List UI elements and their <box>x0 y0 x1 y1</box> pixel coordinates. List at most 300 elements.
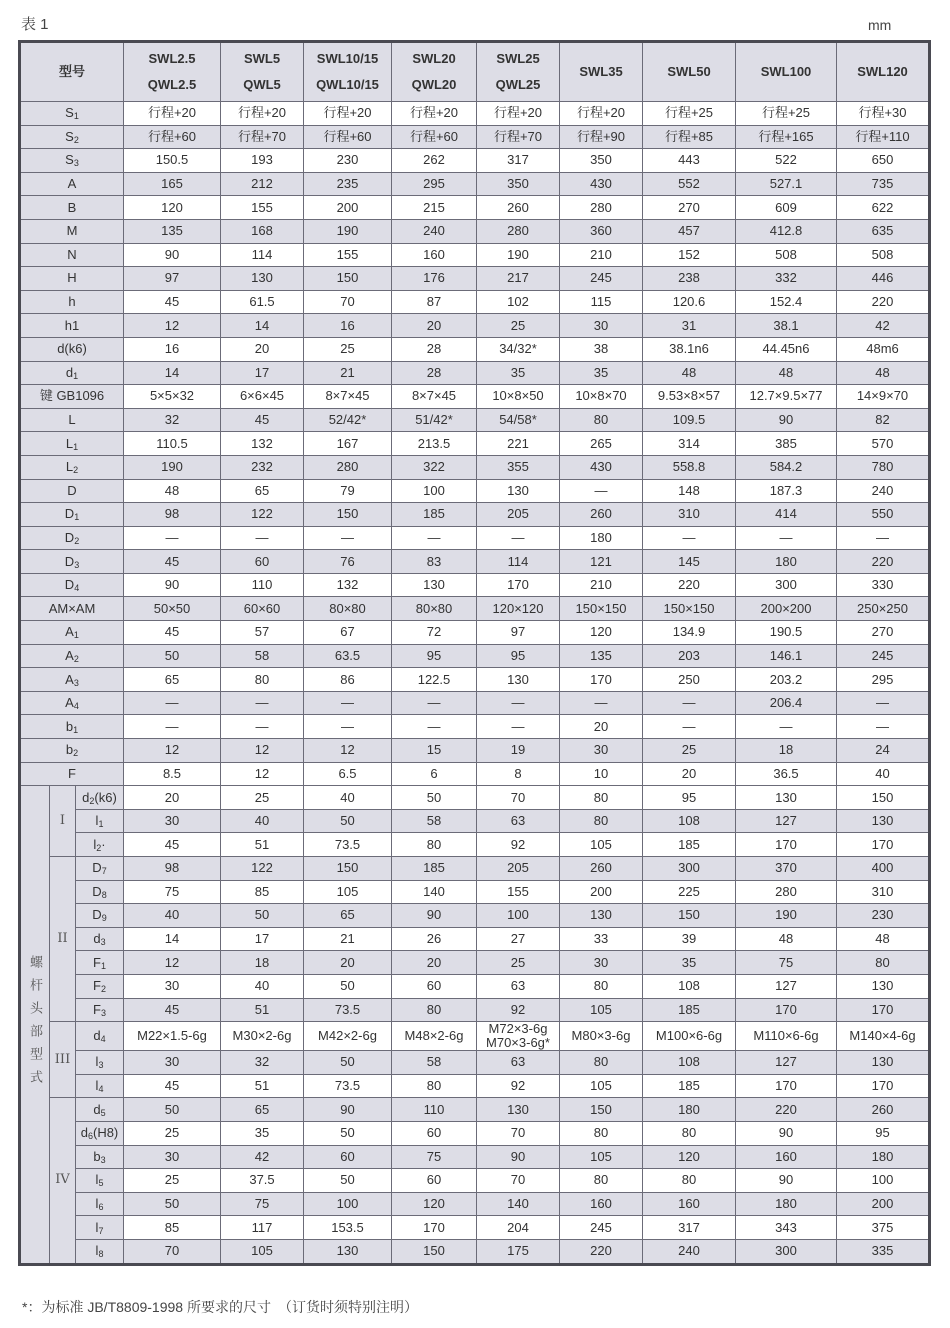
value-cell: — <box>221 526 304 550</box>
value-cell: 行程+25 <box>643 102 736 126</box>
value-cell: 217 <box>477 267 560 291</box>
table-row <box>20 455 930 479</box>
value-cell: 121 <box>560 550 643 574</box>
value-cell: 90 <box>124 573 221 597</box>
value-cell: — <box>124 526 221 550</box>
table-row <box>20 668 930 692</box>
value-cell: 73.5 <box>304 833 392 857</box>
value-cell: 221 <box>477 432 560 456</box>
unit-label: mm <box>868 17 892 33</box>
value-cell: 76 <box>304 550 392 574</box>
spec-table <box>18 40 931 1266</box>
value-cell: 238 <box>643 267 736 291</box>
value-cell: M140×4-6g <box>837 1022 930 1051</box>
value-cell: 行程+20 <box>221 102 304 126</box>
row-label: $l_2\cdot$ <box>76 833 124 857</box>
model-name: QWL25 <box>495 77 541 92</box>
value-cell: 150 <box>837 786 930 810</box>
row-label: $d_5$ <box>76 1098 124 1122</box>
value-cell: 90 <box>736 1121 837 1145</box>
value-cell: 25 <box>304 337 392 361</box>
table-row <box>20 1051 930 1075</box>
value-cell: 375 <box>837 1216 930 1240</box>
row-label: $D_8$ <box>76 880 124 904</box>
value-cell: 10×8×70 <box>560 385 643 409</box>
value-cell: 570 <box>837 432 930 456</box>
value-cell: 20 <box>392 951 477 975</box>
value-cell: 90 <box>736 1169 837 1193</box>
value-cell: 45 <box>124 1074 221 1098</box>
value-cell: 12 <box>221 739 304 763</box>
row-label: $S_3$ <box>20 149 124 173</box>
value-cell: 140 <box>477 1192 560 1216</box>
value-cell: — <box>643 715 736 739</box>
row-label: A <box>20 172 124 196</box>
value-cell: 330 <box>837 573 930 597</box>
table-row <box>20 1192 930 1216</box>
value-cell: 18 <box>221 951 304 975</box>
table-row <box>20 691 930 715</box>
value-cell: 50 <box>304 809 392 833</box>
value-cell: 28 <box>392 361 477 385</box>
value-cell: 780 <box>837 455 930 479</box>
value-cell: 75 <box>124 880 221 904</box>
value-cell: 51/42* <box>392 408 477 432</box>
value-cell: 245 <box>560 1216 643 1240</box>
value-cell: 行程+20 <box>124 102 221 126</box>
value-cell: — <box>392 715 477 739</box>
value-cell: 83 <box>392 550 477 574</box>
table-row <box>20 857 930 881</box>
model-column-header <box>221 42 304 102</box>
value-cell: 30 <box>124 809 221 833</box>
value-cell: 130 <box>837 809 930 833</box>
value-cell: 127 <box>736 809 837 833</box>
value-cell: 17 <box>221 361 304 385</box>
value-cell: 38 <box>560 337 643 361</box>
table-body <box>20 102 930 1265</box>
model-column-header <box>837 42 930 102</box>
table-row <box>20 621 930 645</box>
value-cell: 130 <box>477 1098 560 1122</box>
value-cell: 20 <box>643 762 736 786</box>
value-cell: 150 <box>560 1098 643 1122</box>
value-cell: 80 <box>643 1121 736 1145</box>
value-cell: 100 <box>304 1192 392 1216</box>
row-label: $L_1$ <box>20 432 124 456</box>
value-cell: 100 <box>837 1169 930 1193</box>
value-cell: 110.5 <box>124 432 221 456</box>
table-row <box>20 1145 930 1169</box>
value-cell: 12 <box>124 951 221 975</box>
value-cell: 80 <box>643 1169 736 1193</box>
value-cell: 95 <box>392 644 477 668</box>
table-row <box>20 974 930 998</box>
value-cell: 190 <box>124 455 221 479</box>
value-cell: 45 <box>124 833 221 857</box>
value-cell: 160 <box>560 1192 643 1216</box>
model-name: SWL25 <box>496 51 540 66</box>
table-row <box>20 385 930 409</box>
value-cell: 65 <box>221 1098 304 1122</box>
table-row <box>20 243 930 267</box>
value-cell: 152.4 <box>736 290 837 314</box>
value-cell: 60 <box>392 1169 477 1193</box>
model-name: SWL35 <box>579 64 623 79</box>
value-cell: 30 <box>560 951 643 975</box>
row-label: AM×AM <box>20 597 124 621</box>
value-cell: 105 <box>221 1239 304 1264</box>
value-cell: 73.5 <box>304 998 392 1022</box>
value-cell: 176 <box>392 267 477 291</box>
value-cell: 14×9×70 <box>837 385 930 409</box>
row-label: $d_1$ <box>20 361 124 385</box>
value-cell: 130 <box>736 786 837 810</box>
value-cell: 332 <box>736 267 837 291</box>
value-cell: 92 <box>477 998 560 1022</box>
value-cell: 12 <box>304 739 392 763</box>
table-row <box>20 408 930 432</box>
value-cell: 245 <box>560 267 643 291</box>
value-cell: 310 <box>643 503 736 527</box>
value-cell: 38.1 <box>736 314 837 338</box>
table-row <box>20 739 930 763</box>
value-cell: 120 <box>392 1192 477 1216</box>
value-cell: 558.8 <box>643 455 736 479</box>
value-cell: 63 <box>477 1051 560 1075</box>
value-cell: 26 <box>392 927 477 951</box>
value-cell: 635 <box>837 219 930 243</box>
row-label: $D_4$ <box>20 573 124 597</box>
value-cell: 45 <box>221 408 304 432</box>
table-row <box>20 927 930 951</box>
value-cell: 120 <box>124 196 221 220</box>
value-cell: 132 <box>221 432 304 456</box>
value-cell: 187.3 <box>736 479 837 503</box>
footnote: *：为标准 JB/T8809-1998 所要求的尺寸 （订货时须特别注明） <box>22 1299 418 1315</box>
value-cell: 170 <box>736 1074 837 1098</box>
table-row <box>20 786 930 810</box>
table-row <box>20 998 930 1022</box>
value-cell: 120 <box>560 621 643 645</box>
value-cell: 130 <box>392 573 477 597</box>
model-column-header <box>392 42 477 102</box>
head-type-label: I <box>50 786 76 857</box>
value-cell: — <box>304 526 392 550</box>
table-row <box>20 904 930 928</box>
value-cell: 170 <box>477 573 560 597</box>
value-cell: 63.5 <box>304 644 392 668</box>
row-label: D <box>20 479 124 503</box>
value-cell: 79 <box>304 479 392 503</box>
value-cell: 127 <box>736 1051 837 1075</box>
value-cell: 185 <box>643 1074 736 1098</box>
value-cell: 150 <box>304 857 392 881</box>
value-cell: 160 <box>392 243 477 267</box>
row-label: $d_4$ <box>76 1022 124 1051</box>
value-cell: 110 <box>221 573 304 597</box>
value-cell: 40 <box>221 974 304 998</box>
table-row <box>20 809 930 833</box>
value-cell: 430 <box>560 455 643 479</box>
value-cell: 70 <box>477 1121 560 1145</box>
value-cell: 82 <box>837 408 930 432</box>
table-row <box>20 1022 930 1051</box>
value-cell: 70 <box>304 290 392 314</box>
value-cell: 16 <box>124 337 221 361</box>
value-cell: 245 <box>837 644 930 668</box>
value-cell: 35 <box>221 1121 304 1145</box>
value-cell: 86 <box>304 668 392 692</box>
value-cell: 117 <box>221 1216 304 1240</box>
value-cell: 170 <box>560 668 643 692</box>
value-cell: 51 <box>221 833 304 857</box>
value-cell: 48 <box>736 927 837 951</box>
value-cell: 140 <box>392 880 477 904</box>
row-label: B <box>20 196 124 220</box>
model-name: QWL10/15 <box>316 77 379 92</box>
value-cell: 95 <box>477 644 560 668</box>
value-cell: 550 <box>837 503 930 527</box>
value-cell: — <box>643 526 736 550</box>
value-cell: 155 <box>477 880 560 904</box>
value-cell: 行程+85 <box>643 125 736 149</box>
value-cell: 212 <box>221 172 304 196</box>
value-cell: 148 <box>643 479 736 503</box>
value-cell: 50 <box>304 1121 392 1145</box>
value-cell: 200 <box>837 1192 930 1216</box>
row-label: $D_3$ <box>20 550 124 574</box>
value-cell: 45 <box>124 550 221 574</box>
value-cell: 105 <box>560 1074 643 1098</box>
value-cell: 343 <box>736 1216 837 1240</box>
value-cell: 108 <box>643 809 736 833</box>
value-cell: 25 <box>477 951 560 975</box>
value-cell: 9.53×8×57 <box>643 385 736 409</box>
value-cell: 92 <box>477 1074 560 1098</box>
value-cell: 50 <box>392 786 477 810</box>
value-cell: 行程+60 <box>124 125 221 149</box>
value-cell: 168 <box>221 219 304 243</box>
value-cell: 130 <box>837 974 930 998</box>
value-cell: 300 <box>736 1239 837 1264</box>
model-column-header <box>560 42 643 102</box>
value-cell: 102 <box>477 290 560 314</box>
value-cell: M30×2-6g <box>221 1022 304 1051</box>
value-cell: 230 <box>304 149 392 173</box>
row-label: $S_2$ <box>20 125 124 149</box>
value-cell: 190 <box>736 904 837 928</box>
value-cell: 45 <box>124 290 221 314</box>
value-cell: 行程+25 <box>736 102 837 126</box>
value-cell: 60 <box>304 1145 392 1169</box>
value-cell: 527.1 <box>736 172 837 196</box>
value-cell: 25 <box>124 1169 221 1193</box>
value-cell: 206.4 <box>736 691 837 715</box>
value-cell: 220 <box>736 1098 837 1122</box>
value-cell: 295 <box>837 668 930 692</box>
table-row <box>20 479 930 503</box>
row-label: $l_3$ <box>76 1051 124 1075</box>
value-cell: 21 <box>304 927 392 951</box>
value-cell: 27 <box>477 927 560 951</box>
value-cell: 31 <box>643 314 736 338</box>
value-cell: 260 <box>477 196 560 220</box>
value-cell: 25 <box>124 1121 221 1145</box>
model-name: SWL5 <box>243 51 281 66</box>
value-cell: 250×250 <box>837 597 930 621</box>
value-cell: 150 <box>643 904 736 928</box>
value-cell: — <box>221 691 304 715</box>
table-row <box>20 715 930 739</box>
row-label: d(k6) <box>20 337 124 361</box>
row-label: $D_1$ <box>20 503 124 527</box>
value-cell: 10×8×50 <box>477 385 560 409</box>
value-cell: 150 <box>304 267 392 291</box>
value-cell: 122 <box>221 503 304 527</box>
value-cell: 190 <box>304 219 392 243</box>
value-cell: 314 <box>643 432 736 456</box>
value-cell: 127 <box>736 974 837 998</box>
value-cell: — <box>560 479 643 503</box>
value-cell: 225 <box>643 880 736 904</box>
table-row <box>20 219 930 243</box>
value-cell: 170 <box>837 998 930 1022</box>
screw-head-group-label: 螺杆头部型式 <box>20 786 50 1264</box>
value-cell: 100 <box>477 904 560 928</box>
value-cell: 60 <box>392 1121 477 1145</box>
value-cell: 63 <box>477 809 560 833</box>
value-cell: 160 <box>736 1145 837 1169</box>
value-cell: 185 <box>392 503 477 527</box>
value-cell: 522 <box>736 149 837 173</box>
table-row <box>20 314 930 338</box>
value-cell: 48 <box>837 927 930 951</box>
value-cell: — <box>837 526 930 550</box>
value-cell: 65 <box>304 904 392 928</box>
value-cell: 5×5×32 <box>124 385 221 409</box>
value-cell: 190.5 <box>736 621 837 645</box>
value-cell: 20 <box>560 715 643 739</box>
value-cell: 42 <box>221 1145 304 1169</box>
table-row <box>20 550 930 574</box>
model-name: QWL5 <box>243 77 281 92</box>
value-cell: 15 <box>392 739 477 763</box>
value-cell: 19 <box>477 739 560 763</box>
value-cell: 73.5 <box>304 1074 392 1098</box>
value-cell: 132 <box>304 573 392 597</box>
model-name: SWL50 <box>667 64 711 79</box>
value-cell: 280 <box>736 880 837 904</box>
value-cell: 6×6×45 <box>221 385 304 409</box>
table-row <box>20 125 930 149</box>
value-cell: 40 <box>221 809 304 833</box>
value-cell: 75 <box>736 951 837 975</box>
value-cell: 204 <box>477 1216 560 1240</box>
value-cell: 250 <box>643 668 736 692</box>
value-cell: 60 <box>221 550 304 574</box>
value-cell: 180 <box>736 1192 837 1216</box>
value-cell: 75 <box>221 1192 304 1216</box>
value-cell: 150 <box>304 503 392 527</box>
value-cell: 185 <box>643 833 736 857</box>
value-cell: 98 <box>124 857 221 881</box>
model-name: SWL120 <box>857 64 908 79</box>
value-cell: 行程+60 <box>304 125 392 149</box>
value-cell: — <box>837 691 930 715</box>
table-row <box>20 644 930 668</box>
value-cell: 335 <box>837 1239 930 1264</box>
value-cell: — <box>392 526 477 550</box>
value-cell: 170 <box>392 1216 477 1240</box>
value-cell: — <box>560 691 643 715</box>
value-cell: 153.5 <box>304 1216 392 1240</box>
value-cell: 80 <box>392 1074 477 1098</box>
value-cell: 220 <box>643 573 736 597</box>
value-cell: 260 <box>837 1098 930 1122</box>
value-cell: 240 <box>837 479 930 503</box>
value-cell: 8×7×45 <box>304 385 392 409</box>
table-row <box>20 951 930 975</box>
value-cell: M80×3-6g <box>560 1022 643 1051</box>
table-caption: 表 1 <box>21 16 49 33</box>
value-cell: 105 <box>304 880 392 904</box>
model-column-header <box>304 42 392 102</box>
value-cell: — <box>477 691 560 715</box>
value-cell: 50 <box>304 974 392 998</box>
model-name: QWL20 <box>411 77 457 92</box>
row-label: $b_3$ <box>76 1145 124 1169</box>
value-cell: 70 <box>124 1239 221 1264</box>
value-cell: 25 <box>221 786 304 810</box>
value-cell: 205 <box>477 857 560 881</box>
model-column-header <box>736 42 837 102</box>
value-cell: 80×80 <box>304 597 392 621</box>
value-cell: 61.5 <box>221 290 304 314</box>
value-cell: 95 <box>643 786 736 810</box>
value-cell: 170 <box>837 1074 930 1098</box>
value-cell: 50 <box>304 1051 392 1075</box>
value-cell: 97 <box>477 621 560 645</box>
value-cell: 130 <box>477 479 560 503</box>
value-cell: 167 <box>304 432 392 456</box>
value-cell: 180 <box>560 526 643 550</box>
table-row <box>20 1098 930 1122</box>
value-cell: 48m6 <box>837 337 930 361</box>
value-cell: M100×6-6g <box>643 1022 736 1051</box>
value-cell: 80 <box>560 1051 643 1075</box>
value-cell: 240 <box>392 219 477 243</box>
row-label: F <box>20 762 124 786</box>
head-type-label: IV <box>50 1098 76 1264</box>
value-cell: 12 <box>124 314 221 338</box>
value-cell: 70 <box>477 1169 560 1193</box>
value-cell: 552 <box>643 172 736 196</box>
value-cell: M110×6-6g <box>736 1022 837 1051</box>
value-cell: 90 <box>477 1145 560 1169</box>
value-cell: 行程+110 <box>837 125 930 149</box>
value-cell: 114 <box>221 243 304 267</box>
value-cell: 322 <box>392 455 477 479</box>
value-cell: 12 <box>124 739 221 763</box>
model-name: SWL100 <box>760 64 812 79</box>
value-cell: 8×7×45 <box>392 385 477 409</box>
value-cell: 370 <box>736 857 837 881</box>
value-cell: 51 <box>221 1074 304 1098</box>
value-cell: 行程+70 <box>221 125 304 149</box>
value-cell: 90 <box>124 243 221 267</box>
value-cell: 650 <box>837 149 930 173</box>
